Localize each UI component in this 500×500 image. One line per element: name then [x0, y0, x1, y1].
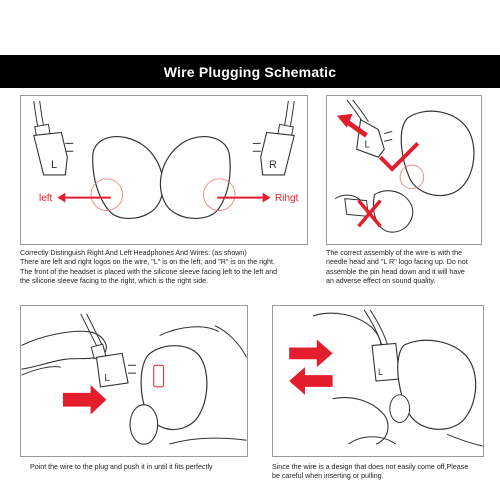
caption-line: the silicone sleeve facing to the right, which is the right side.	[20, 277, 209, 286]
caption-line: There are left and right logos on the wire, "L" is on the left, and "R" is on the right.	[20, 258, 275, 267]
caption-line: The front of the headset is placed with the silicone sleeve facing left to the left and	[20, 267, 278, 276]
panel-left-right-earphones	[20, 95, 308, 245]
correct-assembly-illustration	[327, 96, 481, 244]
plug-letter-left: L	[51, 159, 58, 171]
caption-line: an adverse effect on sound quality.	[326, 277, 436, 286]
plug-letter-right: R	[269, 159, 277, 171]
right-label: Rihgt	[275, 193, 299, 204]
caption-careful-handling	[272, 463, 468, 482]
panel-correct-assembly	[326, 95, 482, 245]
push-wire-illustration	[21, 306, 247, 456]
plug-letter-l: L	[104, 373, 110, 384]
caption-line: Point the wire to the plug and push it in until it fits perfectly	[30, 463, 213, 471]
caption-left-right	[20, 249, 277, 287]
left-label: left	[39, 193, 53, 204]
plug-letter-l: L	[364, 139, 371, 151]
caption-push-wire	[30, 463, 213, 472]
title-bar	[0, 55, 500, 88]
caption-line: Since the wire is a design that does not easily come off,Please	[272, 463, 469, 471]
plug-letter-l: L	[378, 367, 383, 378]
panel-careful-handling	[272, 305, 484, 457]
earphone-lr-illustration	[21, 96, 307, 244]
caption-line: assemble the pin head down and it will have	[326, 267, 465, 276]
caption-line: The correct assembly of the wire is with the	[326, 249, 463, 257]
careful-handling-illustration	[273, 306, 483, 456]
caption-line: be careful when inserting or pulling.	[272, 472, 384, 481]
panel-push-wire	[20, 305, 248, 457]
page-title: Wire Plugging Schematic	[163, 63, 337, 80]
caption-line: needle head and "L R" logo facing up. Do not	[326, 258, 468, 267]
caption-line: Correctly Distinguish Right And Left Headphones And Wires: (as shown)	[20, 249, 247, 257]
caption-correct-assembly	[326, 249, 468, 287]
